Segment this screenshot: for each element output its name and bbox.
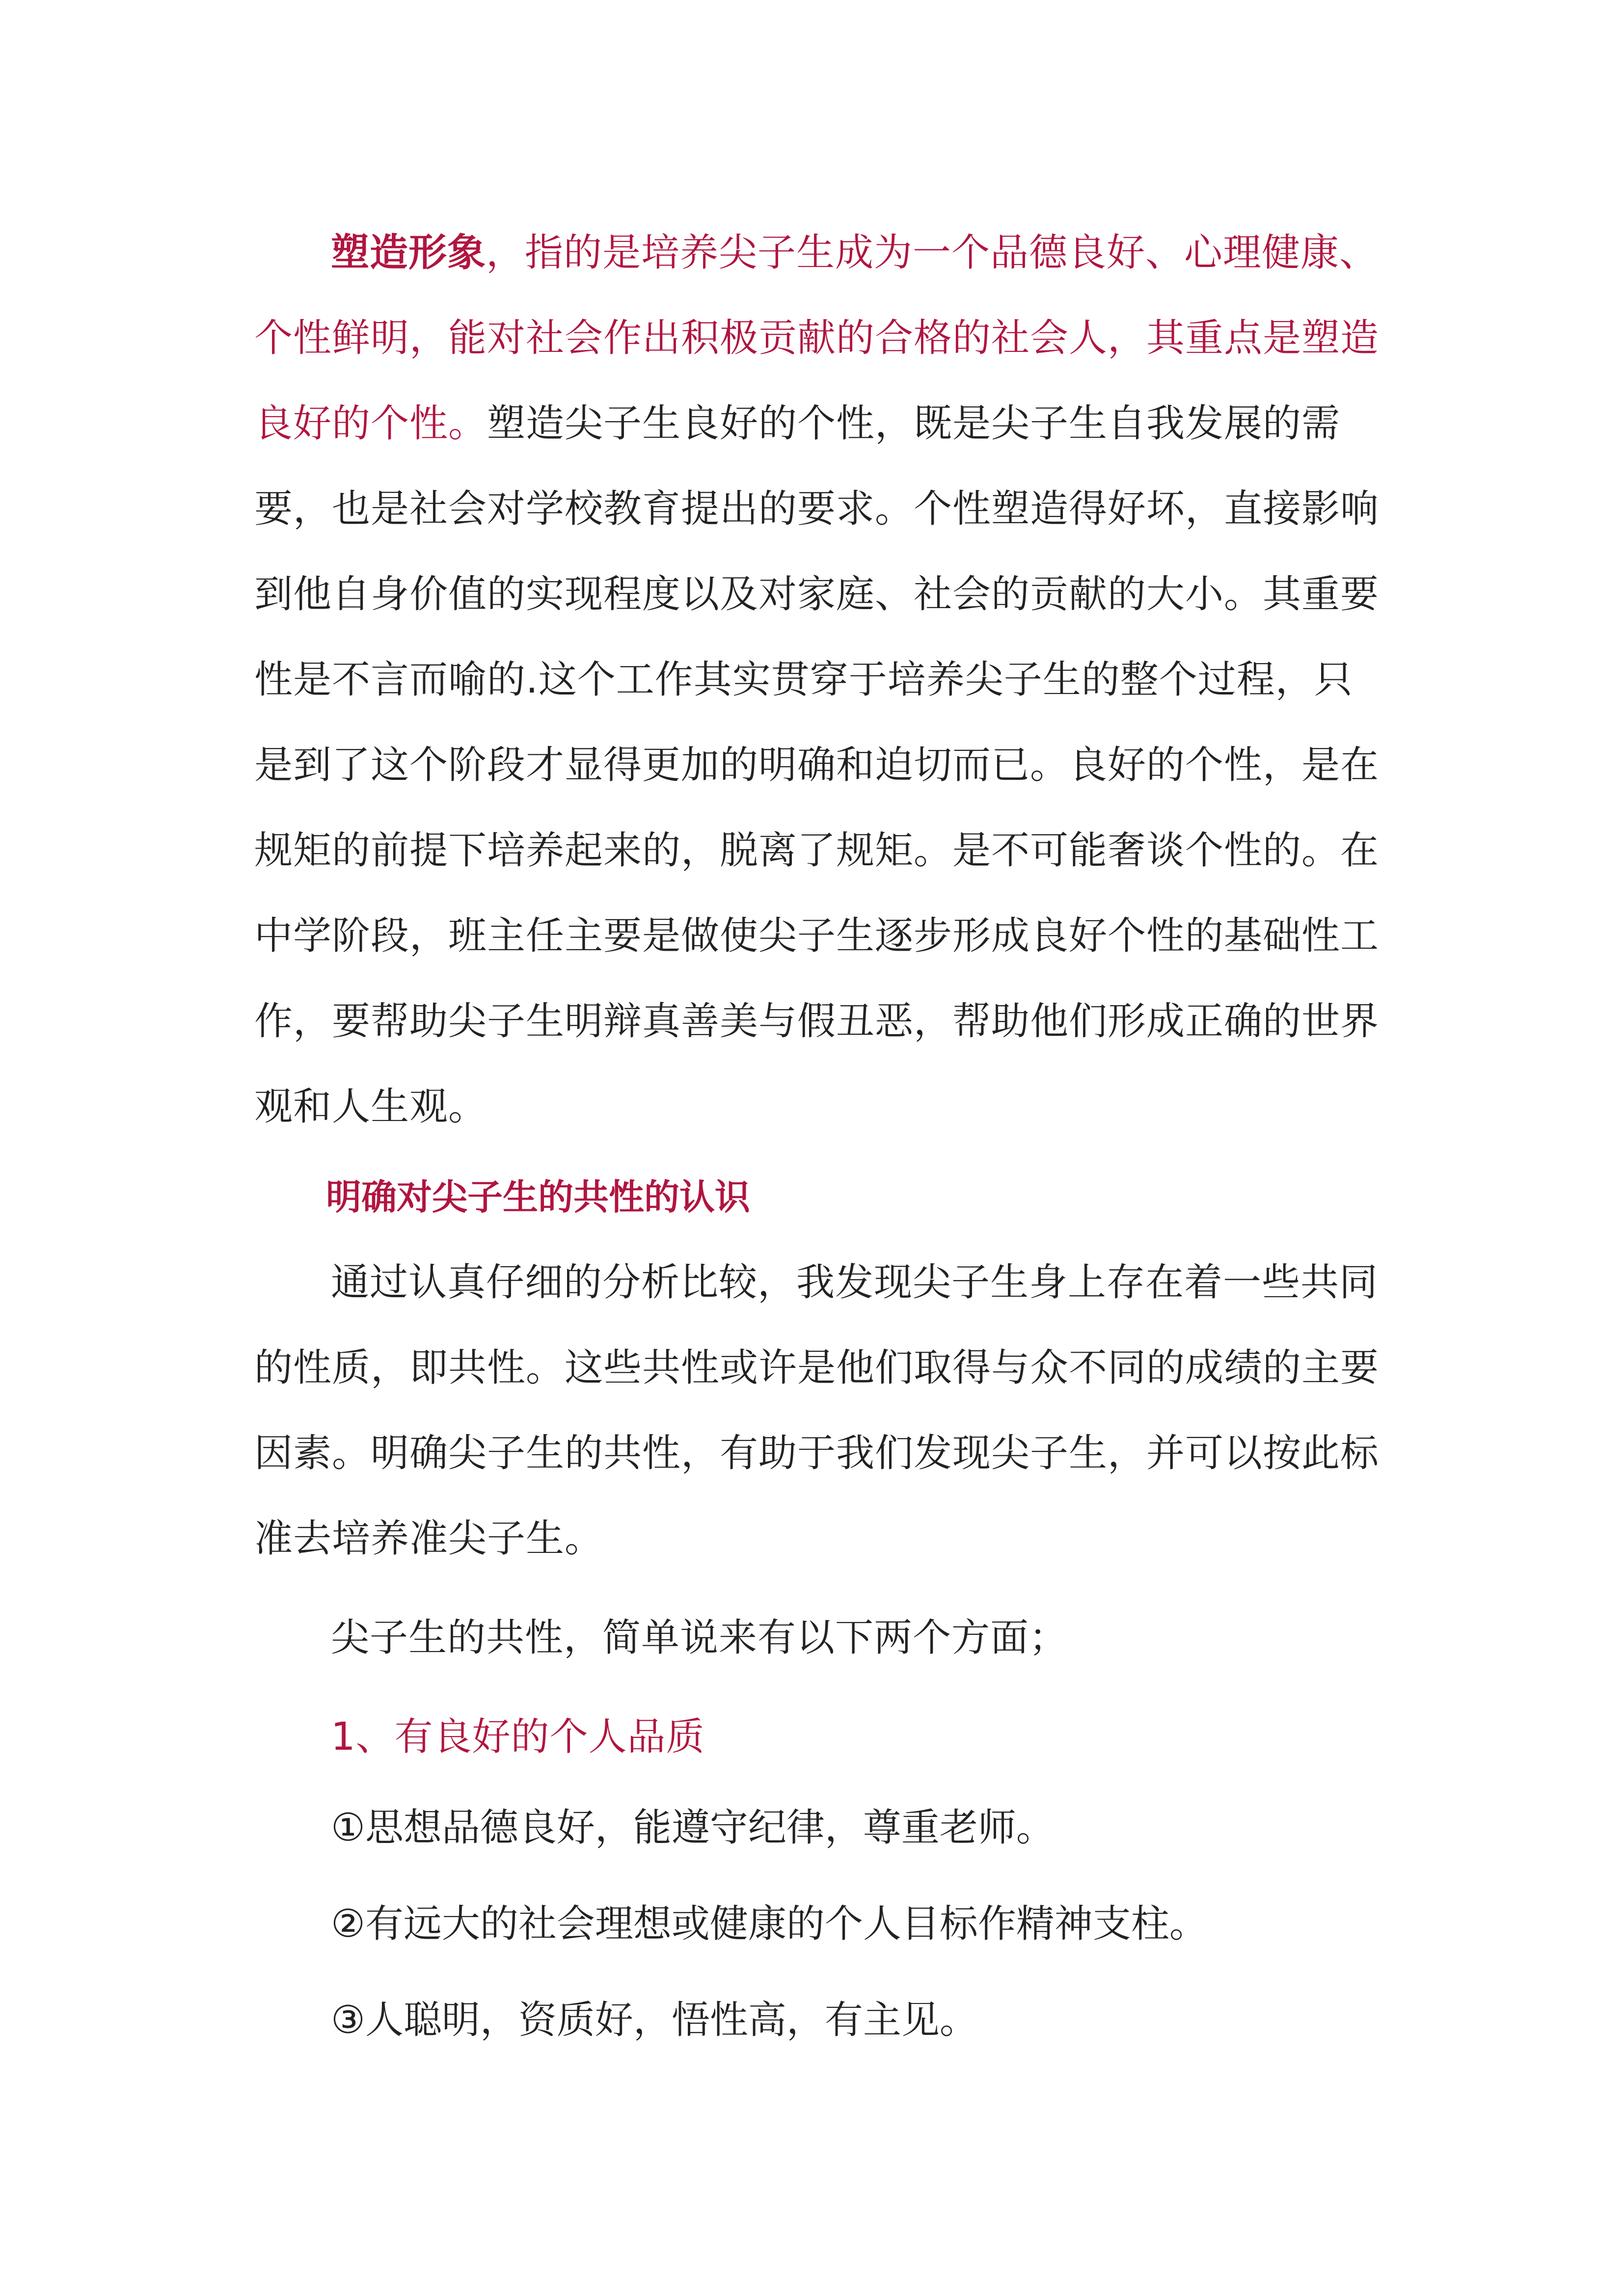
list-item: ①思想品德良好，能遵守纪律，尊重老师。 — [331, 1806, 1055, 1850]
section-paragraph-1: 通过认真仔细的分析比较，我发现尖子生身上存在着一些共同的性质，即共性。这些共性或许是他们取得与众不同的成绩的主要因素。明确尖子生的共性，有助于我们发现尖子生，并可以按此标准去培养准尖子生。 — [254, 1260, 1380, 1561]
intro-paragraph — [254, 210, 1383, 1149]
intro-body-text: 塑造尖子生良好的个性，既是尖子生自我发展的需要，也是社会对学校教育提出的要求。个性塑造得好坏，直接影响到他自身价值的实现程度以及对家庭、社会的贡献的大小。其重要性是不言而喻的.这个工作其实贯穿于培养尖子生的整个过程，只是到了这个阶段才显得更加的明确和迫切而已。良好的个性，是在规矩的前提下培养起来的，脱离了规矩。是不可能奢谈个性的。在中学阶段，班主任主要是做使尖子生逐步形成良好个性的基础性工作，要帮助尖子生明辩真善美与假丑恶，帮助他们形成正确的世界观和人生观。 — [254, 401, 1380, 1129]
intro-lead-term: 塑造形象 — [331, 231, 487, 275]
section-subheading: 1、有良好的个人品质 — [331, 1715, 705, 1759]
section-paragraph-2: 尖子生的共性，简单说来有以下两个方面； — [331, 1616, 1068, 1660]
quality-list — [254, 1780, 1383, 2068]
list-item: ③人聪明，资质好，悟性高，有主见。 — [331, 1998, 978, 2042]
document-page — [254, 210, 1383, 2068]
list-item: ②有远大的社会理想或健康的个人目标作精神支柱。 — [331, 1902, 1208, 1946]
intro-lead-definition: ，指的是培养尖子生成为一个品德良好、心理健康、个性鲜明，能对社会作出积极贡献的合格的社会人，其重点是塑造良好的个性。 — [254, 231, 1380, 446]
section-heading: 明确对尖子生的共性的认识 — [326, 1176, 751, 1218]
